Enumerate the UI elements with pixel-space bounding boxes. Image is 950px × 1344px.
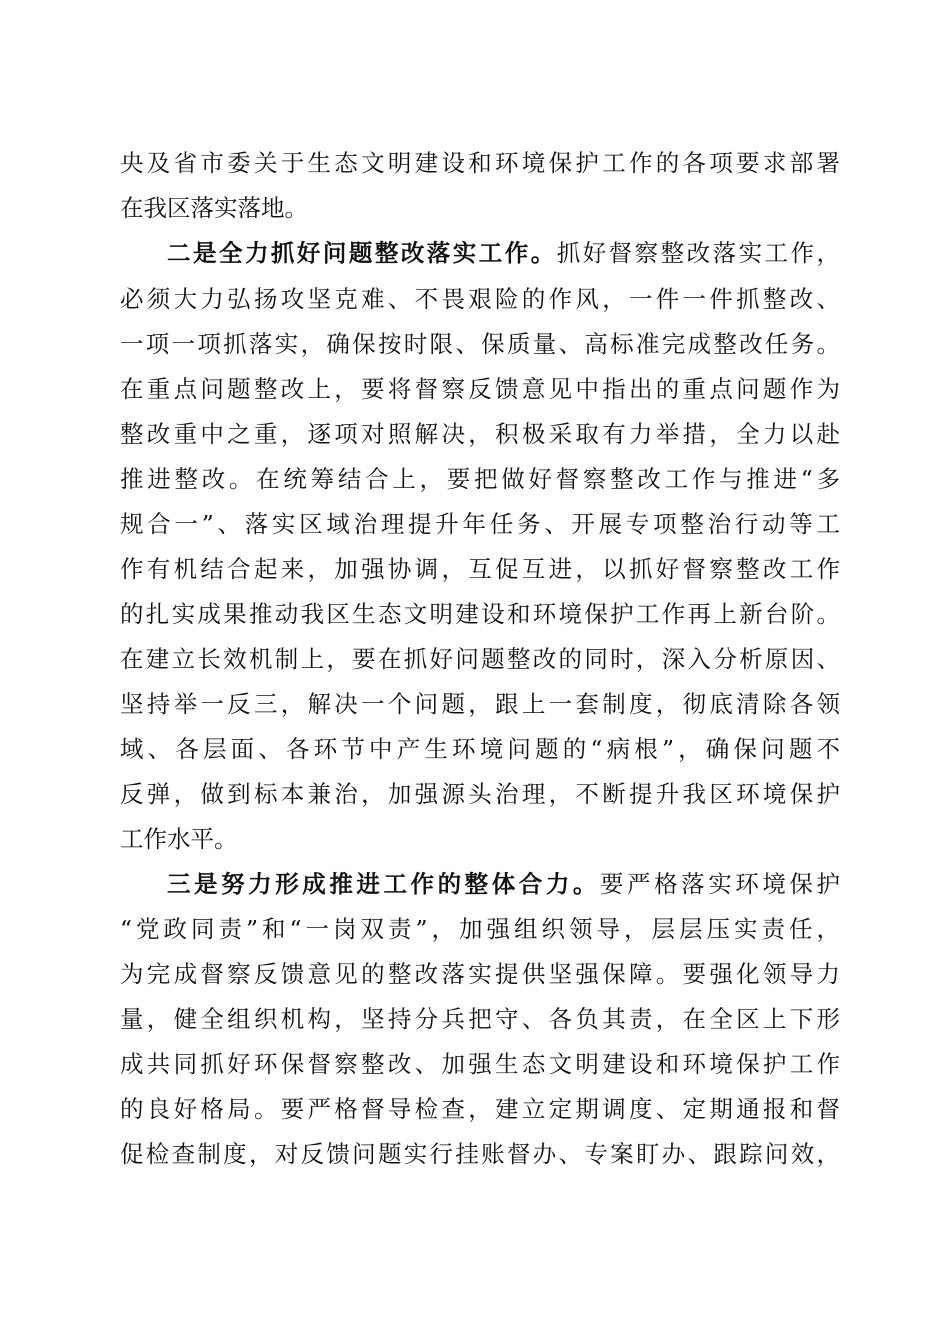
paragraph-1-line-1: 央及省市委关于生态文明建设和环境保护工作的各项要求部署 <box>120 149 840 177</box>
paragraph-2-line-5: 整改重中之重，逐项对照解决，积极采取有力举措，全力以赴 <box>120 420 840 448</box>
paragraph-2-line-14: 工作水平。 <box>120 825 238 853</box>
paragraph-2-line-8: 作有机结合起来，加强协调，互促互进，以抓好督察整改工作 <box>120 555 840 583</box>
paragraph-2-line-12: 域、各层面、各环节中产生环境问题的“病根”，确保问题不 <box>120 735 840 763</box>
paragraph-2-line-1-text: 抓好督察整改落实工作， <box>556 239 841 267</box>
paragraph-2-line-9: 的扎实成果推动我区生态文明建设和环境保护工作再上新台阶。 <box>120 600 840 628</box>
paragraph-2-line-1 <box>167 238 840 268</box>
paragraph-2-line-7: 规合一”、落实区域治理提升年任务、开展专项整治行动等工 <box>120 510 840 538</box>
paragraph-3-lead: 三是努力形成推进工作的整体合力。 <box>167 870 600 898</box>
paragraph-1-line-2: 在我区落实落地。 <box>120 194 308 222</box>
paragraph-3-line-2: “党政同责”和“一岗双责”，加强组织领导，层层压实责任， <box>120 915 840 943</box>
paragraph-3-line-7: 促检查制度，对反馈问题实行挂账督办、专案盯办、跟踪问效， <box>120 1140 840 1168</box>
paragraph-3-line-4: 量，健全组织机构，坚持分兵把守、各负其责，在全区上下形 <box>120 1005 840 1033</box>
paragraph-2-line-3: 一项一项抓落实，确保按时限、保质量、高标准完成整改任务。 <box>120 330 840 358</box>
paragraph-3-line-6: 的良好格局。要严格督导检查，建立定期调度、定期通报和督 <box>120 1095 840 1123</box>
paragraph-2-lead: 二是全力抓好问题整改落实工作。 <box>167 239 557 267</box>
paragraph-2-line-4: 在重点问题整改上，要将督察反馈意见中指出的重点问题作为 <box>120 375 840 403</box>
paragraph-2-line-11: 坚持举一反三，解决一个问题，跟上一套制度，彻底清除各领 <box>120 690 840 718</box>
paragraph-3-line-5: 成共同抓好环保督察整改、加强生态文明建设和环境保护工作 <box>120 1050 840 1078</box>
paragraph-2-line-10: 在建立长效机制上，要在抓好问题整改的同时，深入分析原因、 <box>120 645 840 673</box>
paragraph-3-line-3: 为完成督察反馈意见的整改落实提供坚强保障。要强化领导力 <box>120 960 840 988</box>
paragraph-2-line-6: 推进整改。在统筹结合上，要把做好督察整改工作与推进“多 <box>120 465 840 493</box>
paragraph-3-line-1-text: 要严格落实环境保护 <box>600 870 840 898</box>
paragraph-3-line-1 <box>167 869 840 899</box>
paragraph-2-line-2: 必须大力弘扬攻坚克难、不畏艰险的作风，一件一件抓整改、 <box>120 285 840 313</box>
paragraph-2-line-13: 反弹，做到标本兼治，加强源头治理，不断提升我区环境保护 <box>120 780 840 808</box>
